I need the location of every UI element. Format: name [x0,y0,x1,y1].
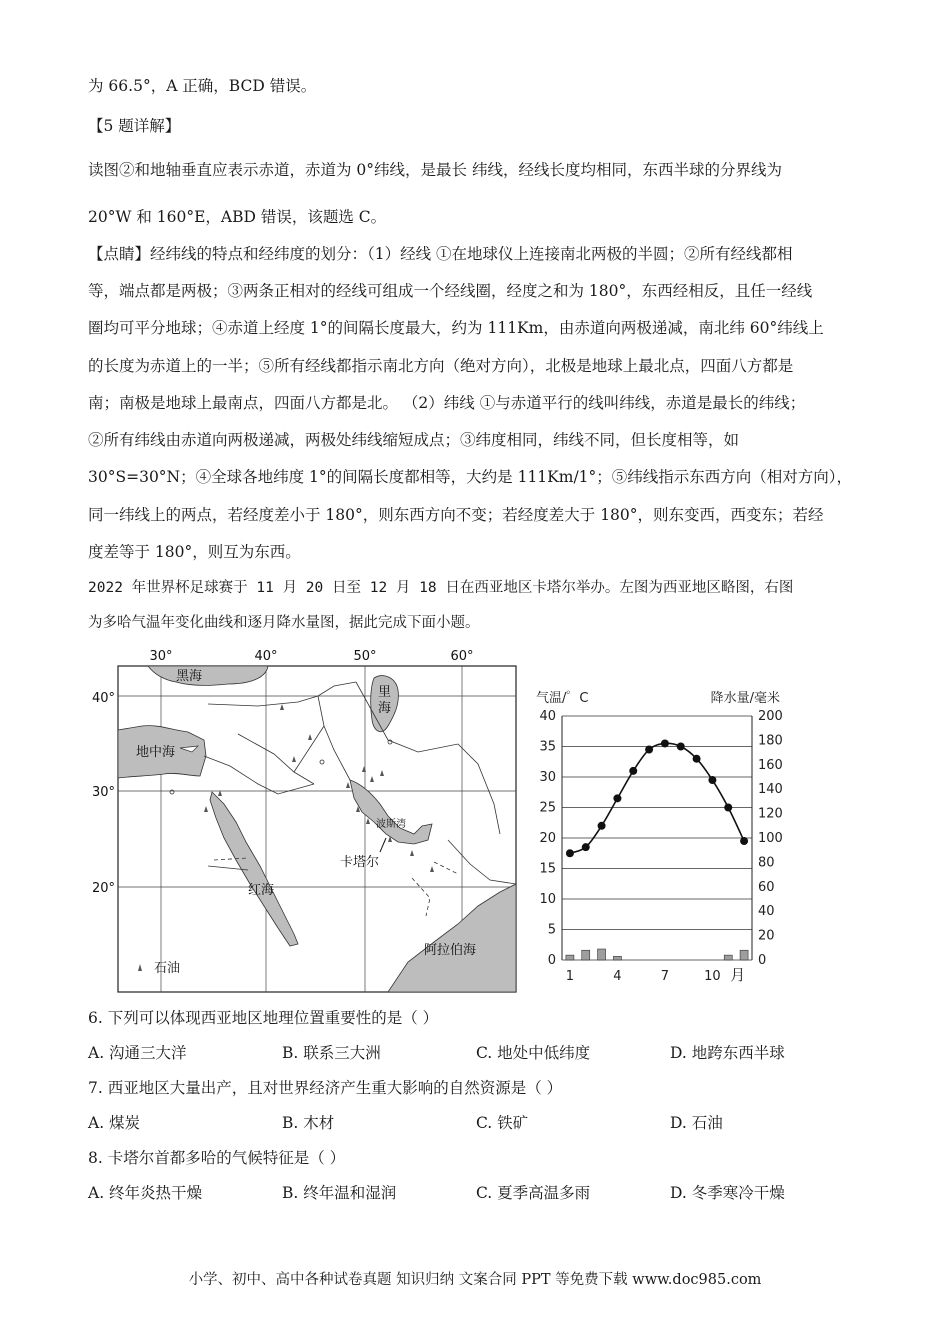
label-arabian-sea: 阿拉伯海 [424,943,477,958]
y-left-axis-label: 气温/゜C [536,691,589,706]
lon-label: 60° [450,649,474,664]
lat-label: 20° [92,881,116,896]
temperature-point [740,837,748,845]
label-mediterranean: 地中海 [136,745,176,760]
y-left-tick-label: 40 [539,709,556,724]
y-left-tick-label: 10 [539,892,556,907]
temperature-point [566,849,574,857]
precipitation-bar [582,950,590,960]
question-6-option-c[interactable]: C. 地处中低纬度 [476,1044,591,1062]
question-6-option-d[interactable]: D. 地跨东西半球 [670,1044,785,1062]
text-line: 【点睛】经纬线的特点和经纬度的划分：（1）经线 ①在地球仪上连接南北两极的半圆；②所有经线都相 [88,245,793,263]
text-line: 同一纬线上的两点，若经度差小于 180°，则东西方向不变；若经度差大于 180°，则东变西，西变东；若经 [88,506,824,524]
question-7-option-c[interactable]: C. 铁矿 [476,1114,529,1132]
lon-label: 50° [353,649,377,664]
temperature-point [613,794,621,802]
temperature-line [570,743,744,853]
x-tick-label: 10 [704,969,721,984]
temperature-point [677,743,685,751]
y-right-tick-label: 20 [758,928,775,944]
question-8-option-d[interactable]: D. 冬季寒冷干燥 [670,1184,785,1202]
precipitation-bar [724,955,732,960]
y-left-tick-label: 20 [539,831,556,846]
lon-label: 40° [254,649,278,664]
label-black-sea: 黑海 [176,669,203,684]
text-line: ②所有纬线由赤道向两极递减，两极处纬线缩短成点；③纬度相同，纬线不同，但长度相等，如 [88,431,740,449]
temperature-point [598,822,606,830]
question-7-option-d[interactable]: D. 石油 [670,1114,723,1132]
label-qatar: 卡塔尔 [340,855,380,870]
label-caspian: 里 [378,685,392,700]
x-tick-label: 4 [613,969,622,984]
intro-line: 为多哈气温年变化曲线和逐月降水量图，据此完成下面小题。 [88,615,480,631]
y-left-tick-label: 35 [539,739,556,755]
temperature-point [582,843,590,851]
y-left-tick-label: 0 [547,953,556,968]
y-right-tick-label: 0 [758,953,767,968]
question-7-option-a[interactable]: A. 煤炭 [88,1114,141,1132]
y-right-tick-label: 140 [758,782,783,798]
y-left-tick-label: 30 [539,770,556,785]
question-7-stem: 7. 西亚地区大量出产，且对世界经济产生重大影响的自然资源是（ ） [88,1079,563,1097]
precipitation-bar [740,950,748,960]
precipitation-bar [613,956,621,960]
temperature-point [724,804,732,812]
chart-plot-area [539,709,782,984]
y-left-tick-label: 5 [547,922,556,938]
label-red-sea: 红海 [248,883,275,898]
x-tick-label: 1 [565,969,575,984]
question-8-option-c[interactable]: C. 夏季高温多雨 [476,1184,591,1202]
text-line: 为 66.5°，A 正确，BCD 错误。 [88,77,317,95]
text-line: 等，端点都是两极；③两条正相对的经线可组成一个经线圈，经度之和为 180°，东西经相反，且任一经线 [88,282,813,300]
y-right-tick-label: 40 [758,904,775,920]
page-footer: 小学、初中、高中各种试卷真题 知识归纳 文案合同 PPT 等免费下载 www.doc985.com [188,1272,762,1288]
text-line: 20°W 和 160°E，ABD 错误，该题选 C。 [88,208,387,226]
text-line: 读图②和地轴垂直应表示赤道，赤道为 0°纬线，是最长 纬线，经线长度均相同，东西半球的分界线为 [88,161,782,179]
question-8-option-a[interactable]: A. 终年炎热干燥 [88,1184,203,1202]
text-line: 圈均可平分地球；④赤道上经度 1°的间隔长度最大，约为 111Km，由赤道向两极递减，南北纬 60°纬线上 [88,319,824,337]
question-6-option-a[interactable]: A. 沟通三大洋 [88,1044,187,1062]
text-line: 【5 题详解】 [88,117,181,135]
lon-label: 30° [149,649,173,664]
temperature-point [645,746,653,754]
lat-label: 30° [92,785,116,800]
temperature-point [629,767,637,775]
text-line: 30°S=30°N；④全球各地纬度 1°的间隔长度都相等，大约是 111Km/1°；⑤纬线指示东西方向（相对方向）， [88,468,853,486]
label-caspian: 海 [378,701,392,716]
legend-oil-label: 石油 [154,961,181,976]
y-left-tick-label: 15 [539,861,556,877]
x-tick-label: 7 [660,969,670,984]
text-line: 度差等于 180°，则互为东西。 [88,543,301,561]
climate-chart [522,680,792,995]
temperature-point [661,739,669,747]
text-line: 的长度为赤道上的一半；⑤所有经线都指示南北方向（绝对方向），北极是地球上最北点，四面八方都是 [88,357,794,375]
x-axis-label: 月 [730,966,746,984]
y-right-tick-label: 80 [758,855,775,871]
y-left-tick-label: 25 [539,800,556,816]
label-persian-gulf: 波斯湾 [376,819,406,830]
question-7-option-b[interactable]: B. 木材 [282,1114,335,1132]
y-right-tick-label: 180 [758,733,783,749]
question-6-stem: 6. 下列可以体现西亚地区地理位置重要性的是（ ） [88,1009,439,1027]
text-line: 南；南极是地球上最南点，四面八方都是北。 （2）纬线 ①与赤道平行的线叫纬线，赤道是最长的纬线； [88,394,806,412]
y-right-axis-label: 降水量/毫米 [710,691,780,706]
question-8-option-b[interactable]: B. 终年温和湿润 [282,1184,397,1202]
y-right-tick-label: 160 [758,757,783,773]
y-right-tick-label: 100 [758,831,783,846]
question-6-option-b[interactable]: B. 联系三大洲 [282,1044,381,1062]
temperature-point [693,755,701,763]
intro-line: 2022 年世界杯足球赛于 11 月 20 日至 12 月 18 日在西亚地区卡塔尔举办。左图为西亚地区略图，右图 [88,580,794,596]
west-asia-map [92,644,518,994]
question-8-stem: 8. 卡塔尔首都多哈的气候特征是（ ） [88,1149,346,1167]
lat-label: 40° [92,691,116,706]
precipitation-bar [566,955,574,960]
y-right-tick-label: 120 [758,806,783,822]
y-right-tick-label: 200 [758,709,783,724]
temperature-point [708,776,716,784]
y-right-tick-label: 60 [758,879,775,895]
precipitation-bar [598,949,606,960]
